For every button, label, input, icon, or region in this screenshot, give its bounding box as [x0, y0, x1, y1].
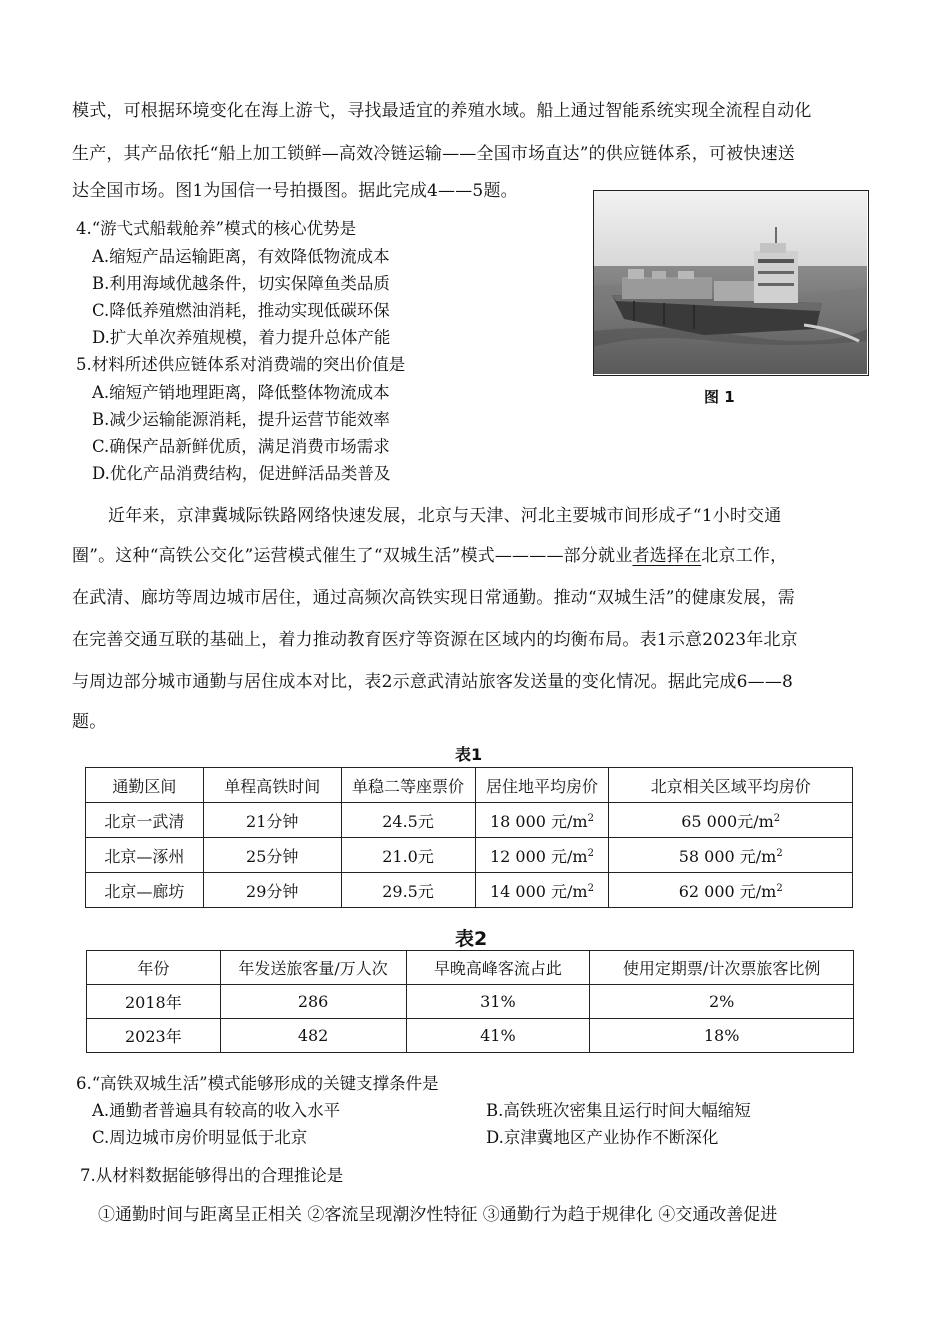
table1-header-row	[86, 768, 853, 803]
table2-header-row	[87, 951, 854, 985]
table2-header-cell: 早晚高峰客流占此	[406, 951, 590, 985]
table-1	[85, 767, 853, 908]
table1-header-cell: 通勤区间	[86, 768, 204, 803]
table1-cell: 21.0元	[341, 838, 475, 873]
unit-superscript: 2	[773, 812, 781, 824]
passage2-line-5: 与周边部分城市通勤与居住成本对比，表2示意武清站旅客发送量的变化情况。据此完成6——8	[72, 672, 794, 692]
q4-option-a: A.缩短产品运输距离，有效降低物流成本	[92, 247, 390, 266]
q7-stem: 7.从材料数据能够得出的合理推论是	[80, 1166, 344, 1185]
table2-header-cell: 年份	[87, 951, 221, 985]
table2-cell: 18%	[590, 1019, 854, 1053]
table-row	[86, 838, 853, 873]
price-text: 14 000 元/m	[489, 881, 588, 901]
price-text: 62 000 元/m	[678, 881, 777, 901]
table1-cell: 21分钟	[203, 803, 341, 838]
table2-caption: 表2	[455, 928, 488, 950]
q7-statements: ①通勤时间与距离呈正相关 ②客流呈现潮汐性特征 ③通勤行为趋于规律化 ④交通改善促进	[98, 1205, 778, 1225]
table1-cell	[475, 838, 609, 873]
q4-option-c: C.降低养殖燃油消耗，推动实现低碳环保	[92, 301, 390, 320]
table1-cell: 北京—涿州	[86, 838, 204, 873]
q5-option-a: A.缩短产销地理距离，降低整体物流成本	[92, 383, 390, 402]
unit-superscript: 2	[587, 847, 594, 859]
intro-line-3: 达全国市场。图1为国信一号拍摄图。据此完成4——5题。	[72, 181, 518, 201]
q6-stem: 6.“高铁双城生活”模式能够形成的关键支撑条件是	[76, 1074, 439, 1093]
table2-cell: 31%	[406, 985, 590, 1019]
table2-cell: 482	[220, 1019, 406, 1053]
passage2-line-1: 近年来，京津冀城际铁路网络快速发展，北京与天津、河北主要城市间形成孑“1小时交通	[108, 506, 782, 526]
passage2-underlined-phrase: 者选择在	[632, 546, 702, 566]
table1-cell: 29分钟	[203, 873, 341, 908]
table1-cell: 25分钟	[203, 838, 341, 873]
q5-stem: 5.材料所述供应链体系对消费端的突出价值是	[76, 355, 406, 374]
table1-caption: 表1	[455, 745, 483, 764]
table-2	[86, 950, 854, 1053]
unit-superscript: 2	[776, 882, 783, 894]
q6-option-a: A.通勤者普遍具有较高的收入水平	[92, 1101, 341, 1120]
passage2-line-2c: 北京工作，	[701, 546, 788, 566]
price-text: 18 000 元/m	[489, 811, 588, 831]
intro-line-1: 模式，可根据环境变化在海上游弋，寻找最适宜的养殖水域。船上通过智能系统实现全流程自动化	[72, 101, 812, 121]
passage2-line-4: 在完善交通互联的基础上，着力推动教育医疗等资源在区域内的均衡布局。表1示意2023年北京	[72, 630, 798, 650]
passage2-line-6: 题。	[72, 712, 107, 732]
unit-superscript: 2	[776, 847, 783, 859]
passage2-line-2	[72, 536, 888, 577]
price-text: 65 000元/m	[681, 811, 774, 831]
table2-header-cell: 使用定期票/计次票旅客比例	[590, 951, 854, 985]
table-row	[86, 803, 853, 838]
table1-cell: 北京—廊坊	[86, 873, 204, 908]
price-text: 58 000 元/m	[678, 846, 777, 866]
table1-cell	[609, 803, 853, 838]
q5-option-d: D.优化产品消费结构，促进鲜活品类普及	[92, 464, 391, 483]
ship-photo	[594, 191, 867, 374]
figure-1-frame	[593, 190, 869, 376]
table1-cell: 24.5元	[341, 803, 475, 838]
q4-option-b: B.利用海域优越条件，切实保障鱼类品质	[92, 274, 390, 293]
table2-cell: 41%	[406, 1019, 590, 1053]
table1-cell	[475, 803, 609, 838]
price-text: 12 000 元/m	[489, 846, 588, 866]
table1-cell	[475, 873, 609, 908]
table2-cell: 2018年	[87, 985, 221, 1019]
table1-header-cell: 居住地平均房价	[475, 768, 609, 803]
q4-option-d: D.扩大单次养殖规模，着力提升总体产能	[92, 328, 391, 347]
figure-1-caption: 图 1	[704, 388, 735, 406]
q6-option-c: C.周边城市房价明显低于北京	[92, 1128, 308, 1147]
table1-header-cell: 单稳二等座票价	[341, 768, 475, 803]
table2-cell: 2%	[590, 985, 854, 1019]
table1-cell	[609, 873, 853, 908]
table-row	[87, 985, 854, 1019]
table1-cell: 29.5元	[341, 873, 475, 908]
q5-option-c: C.确保产品新鲜优质，满足消费市场需求	[92, 437, 390, 456]
table2-cell: 286	[220, 985, 406, 1019]
unit-superscript: 2	[587, 812, 594, 824]
table-row	[87, 1019, 854, 1053]
passage2-line-3: 在武清、廊坊等周边城市居住，通过高频次高铁实现日常通勤。推动“双城生活”的健康发展，需	[72, 588, 795, 608]
table1-cell: 北京一武清	[86, 803, 204, 838]
passage2-line-2a: 圈”。这种“高铁公交化”运营模式催生了“双城生活”模式————部分就业	[72, 546, 633, 566]
q4-stem: 4.“游弋式船载舱养”模式的核心优势是	[76, 219, 357, 238]
q6-option-d: D.京津冀地区产业协作不断深化	[486, 1128, 719, 1147]
table1-cell	[609, 838, 853, 873]
table2-cell: 2023年	[87, 1019, 221, 1053]
table1-header-cell: 单程高铁时间	[203, 768, 341, 803]
unit-superscript: 2	[587, 882, 594, 894]
q6-option-b: B.高铁班次密集且运行时间大幅缩短	[486, 1101, 751, 1120]
table2-header-cell: 年发送旅客量/万人次	[220, 951, 406, 985]
table-row	[86, 873, 853, 908]
q5-option-b: B.减少运输能源消耗，提升运营节能效率	[92, 410, 390, 429]
intro-line-2: 生产，其产品依托“船上加工锁鲜—高效冷链运输——全国市场直达”的供应链体系，可被快速送	[72, 144, 795, 164]
table1-header-cell: 北京相关区域平均房价	[609, 768, 853, 803]
